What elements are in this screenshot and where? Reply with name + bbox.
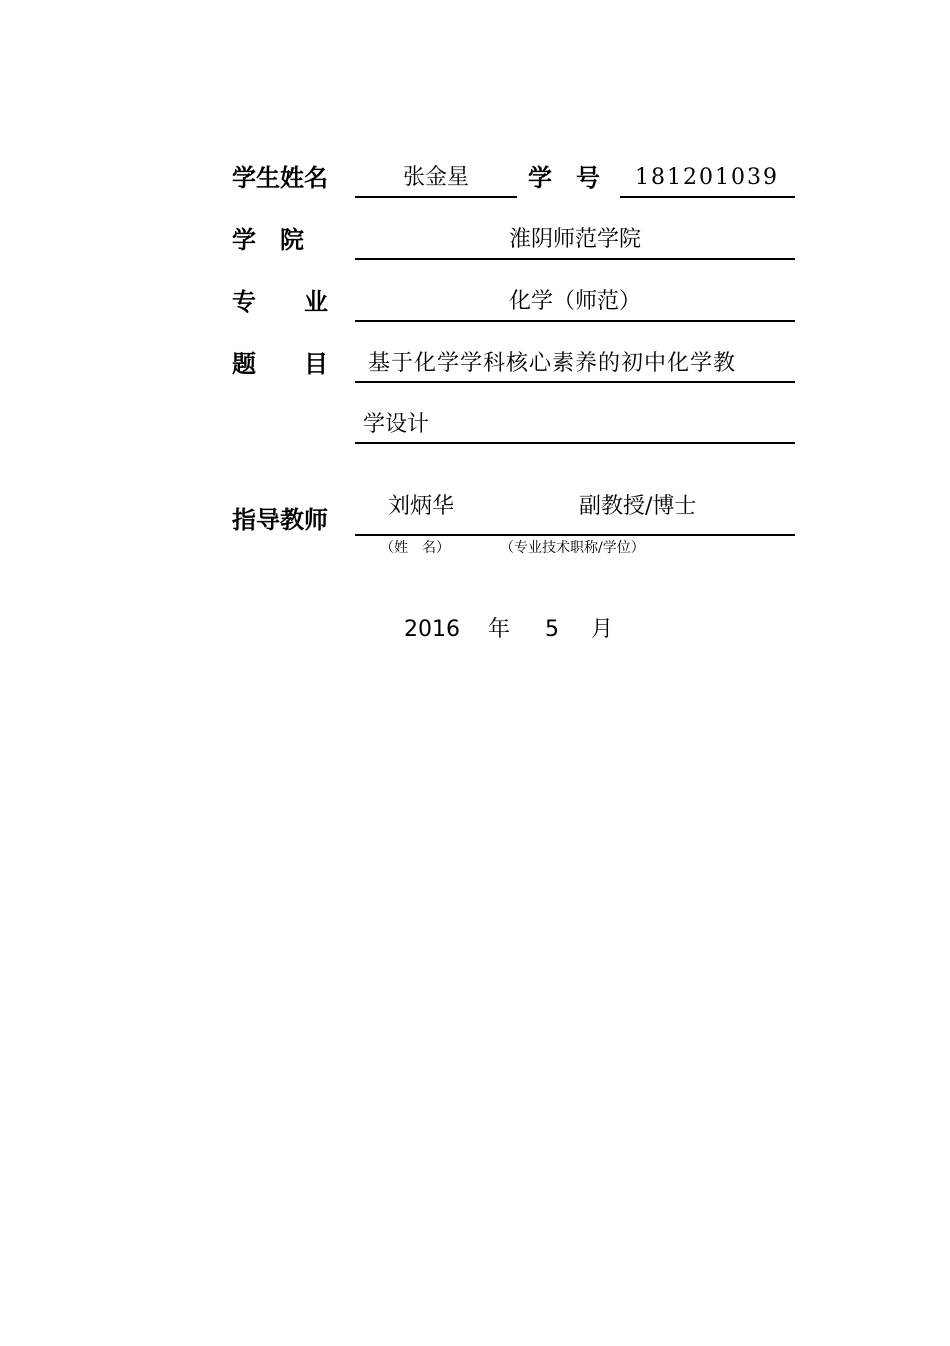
major-label: 专 业 xyxy=(232,288,328,316)
title-line-1: 基于化学学科核心素养的初中化学教 xyxy=(368,351,737,376)
date-year-unit: 年 xyxy=(488,617,511,642)
college-underline xyxy=(355,258,795,260)
student-name-label: 学生姓名 xyxy=(232,164,328,192)
advisor-name-caption: （姓 名） xyxy=(380,540,450,556)
college-label: 学 院 xyxy=(232,226,304,254)
student-id-underline xyxy=(620,196,795,198)
student-id-label: 学 号 xyxy=(528,164,600,192)
student-name-underline xyxy=(355,196,517,198)
date-month-unit: 月 xyxy=(591,617,614,642)
advisor-underline xyxy=(355,534,795,536)
date-year: 2016 xyxy=(404,617,460,642)
date-month: 5 xyxy=(545,617,559,642)
title-label: 题 目 xyxy=(232,350,328,378)
student-name-value: 张金星 xyxy=(402,165,469,190)
title-line-2: 学设计 xyxy=(363,412,430,437)
advisor-label: 指导教师 xyxy=(232,506,328,534)
major-value: 化学（师范） xyxy=(508,289,641,314)
major-underline xyxy=(355,320,795,322)
college-value: 淮阴师范学院 xyxy=(508,227,641,252)
title-underline-2 xyxy=(355,442,795,444)
title-underline-1 xyxy=(355,381,795,383)
advisor-rank-caption: （专业技术职称/学位） xyxy=(500,540,645,556)
advisor-rank: 副教授/博士 xyxy=(579,494,697,519)
advisor-name: 刘炳华 xyxy=(388,494,455,519)
student-id-value: 181201039 xyxy=(635,165,779,190)
